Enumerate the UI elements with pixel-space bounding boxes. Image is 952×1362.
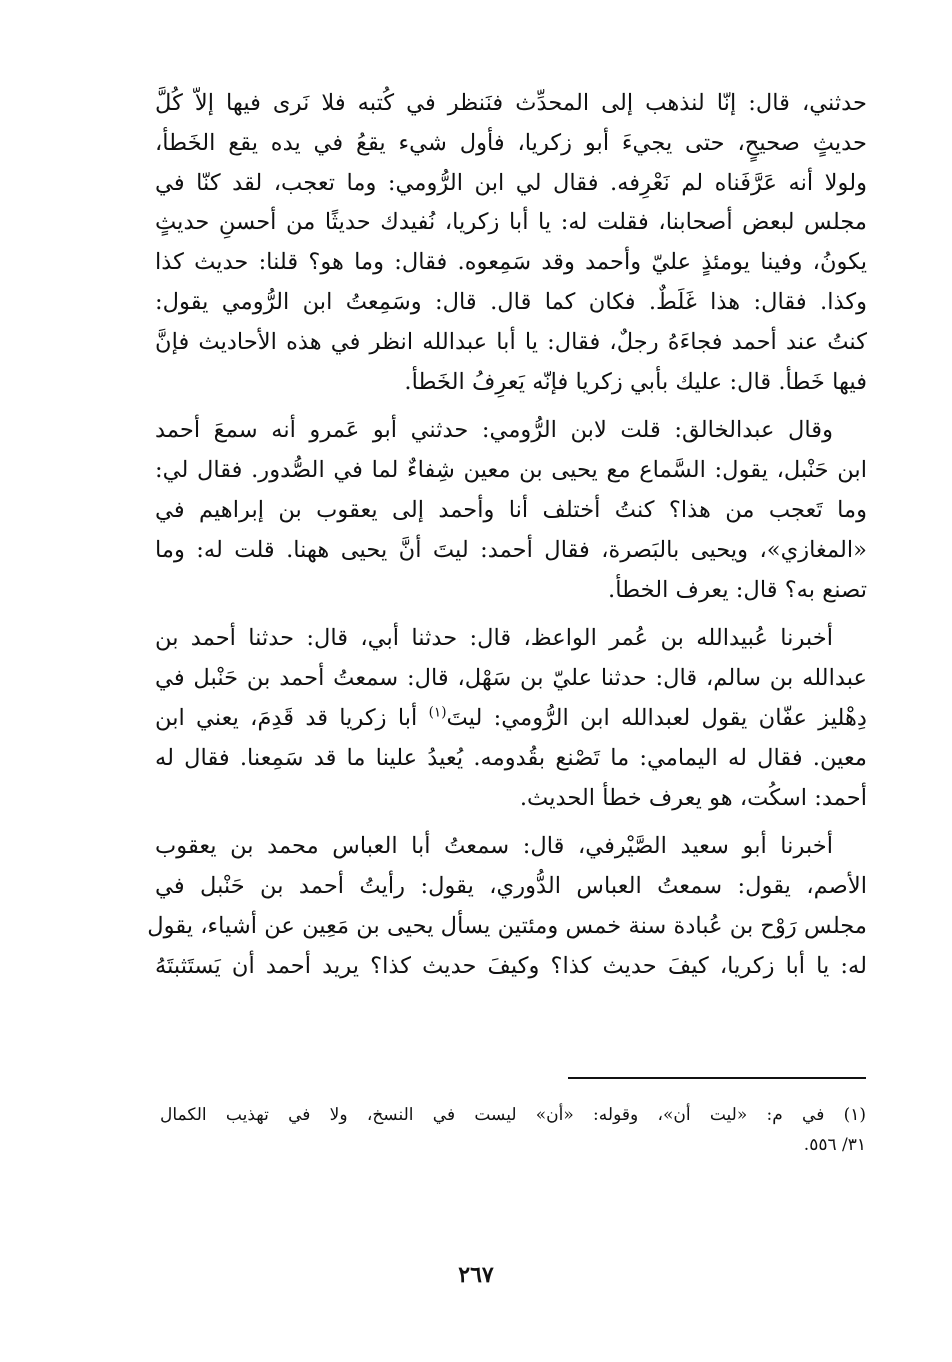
text-segment: أبا زكريا قد قَدِمَ، يعني ابن xyxy=(155,704,418,731)
footnote-line: ٣١/ ٥٥٦. xyxy=(803,1135,866,1155)
paragraph-1 xyxy=(155,84,867,402)
text-line: مجلس رَوْح بن عُبادة سنة خمس ومئتين يسأل يحيى بن مَعِين عن أشياء، يقول xyxy=(147,912,867,939)
text-line: ولولا أنه عَرَّفَناه لم نَعْرِفه. فقال لي ابن الرُّومي: وما تعجب، لقد كنّا في xyxy=(155,169,867,196)
footnote-divider xyxy=(568,1077,866,1079)
text-line: تصنع به؟ قال: يعرف الخطأ. xyxy=(608,576,867,603)
text-line: وقال عبدالخالق: قلت لابن الرُّومي: حدثني أبو عَمرو أنه سمعَ أحمد xyxy=(155,417,833,444)
text-line: «المغازي»، ويحيى بالبَصرة، فقال أحمد: ليتَ أنَّ يحيى ههنا. قلت له: وما xyxy=(155,536,867,563)
text-line xyxy=(155,699,867,739)
text-line: أخبرنا أبو سعيد الصَّيْرفي، قال: سمعتُ أبا العباس محمد بن يعقوب xyxy=(155,833,833,860)
text-line: ابن حَنْبل، يقول: السَّماع مع يحيى بن معين شِفاءٌ لما في الصُّدور. فقال لي: xyxy=(155,457,867,484)
text-segment: دِهْليز عفّان يقول لعبدالله ابن الرُّومي: ليتَ xyxy=(446,704,867,731)
text-line: وكذا. فقال: هذا غَلَطٌ. فكان كما قال. قال: وسَمِعتُ ابن الرُّومي يقول: xyxy=(155,288,867,315)
paragraph-2 xyxy=(155,411,867,610)
text-line: يكونُ، وفينا يومئذٍ عليّ وأحمد وقد سَمِعوه. فقال: وما هو؟ قلنا: حديث كذا xyxy=(155,249,867,276)
text-line: مجلس لبعض أصحابنا، فقلت له: يا أبا زكريا، نُفيدك حديثًا من أحسنِ حديثٍ xyxy=(155,209,867,236)
main-text xyxy=(147,84,867,987)
text-line: معين. فقال له اليمامي: ما تَصْنع بقُدومه. يُعيدُ علينا ما قد سَمِعنا. فقال له xyxy=(155,744,867,771)
text-line: عبدالله بن سالم، قال: حدثنا عليّ بن سَهْل، قال: سمعتُ أحمد بن حَنْبل في xyxy=(155,665,867,692)
text-line: له: يا أبا زكريا، كيفَ حديث كذا؟ وكيفَ حديث كذا؟ يريد أحمد أن يَستَثبتَهُ xyxy=(155,952,867,979)
paragraph-3 xyxy=(155,619,867,818)
text-line: أخبرنا عُبيدالله بن عُمر الواعظ، قال: حدثنا أبي، قال: حدثنا أحمد بن xyxy=(155,625,833,652)
text-line: وما تَعجب من هذا؟ كنتُ أختلف أنا وأحمد إلى يعقوب بن إبراهيم في xyxy=(155,496,867,523)
text-line: كنتُ عند أحمد فجاءَهُ رجلٌ، فقال: يا أبا عبدالله انظر في هذه الأحاديث فإنَّ xyxy=(155,328,867,355)
text-line: أحمد: اسكُت، هو يعرف خطأ الحديث. xyxy=(519,784,867,811)
footnote xyxy=(160,1100,866,1160)
page-number: ٢٦٧ xyxy=(458,1262,494,1288)
text-line: حدثني، قال: إنّا لنذهب إلى المحدِّث فنَنظر في كُتبه فلا نَرى فيها إلاّ كُلَّ xyxy=(155,90,867,116)
footnote-line: (١) في م: «ليت أن»، وقوله: «أن» ليست في النسخ، ولا في تهذيب الكمال xyxy=(160,1105,866,1125)
text-line: فيها خَطأ. قال: عليك بأبي زكريا فإنّه يَعرِفُ الخَطأ. xyxy=(404,368,867,395)
paragraph-4 xyxy=(147,827,867,986)
text-line: الأصم، يقول: سمعتُ العباس الدُّوري، يقول: رأيتُ أحمد بن حَنْبل في xyxy=(155,873,867,900)
footnote-reference: (١) xyxy=(428,704,447,721)
text-line: حديثٍ صحيحٍ، حتى يجيءَ أبو زكريا، فأول شيء يقعُ في يده يقع الخَطأ، xyxy=(155,129,867,156)
